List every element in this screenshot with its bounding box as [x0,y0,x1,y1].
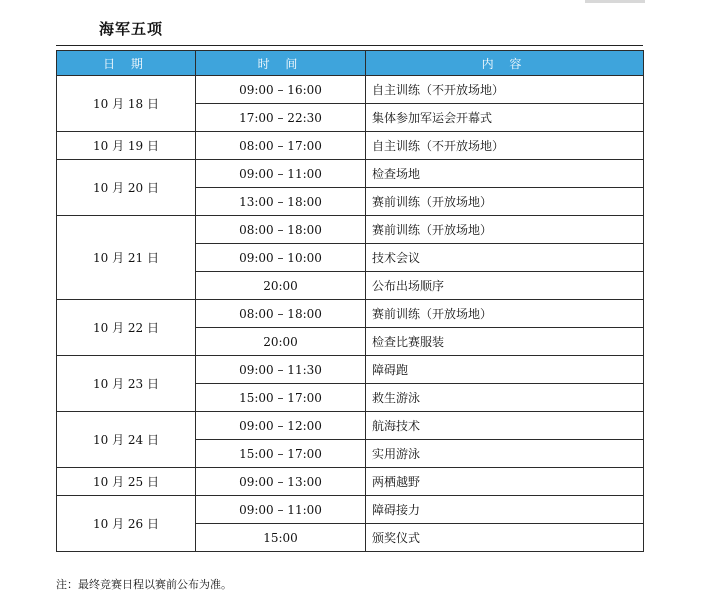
date-cell: 10 月 25 日 [57,468,196,496]
table-row [57,216,644,244]
column-header-content: 内 容 [366,51,644,76]
footnote: 注：最终竞赛日程以赛前公布为准。 [56,578,232,591]
time-cell: 09:00 – 11:00 [196,160,366,188]
time-cell: 17:00 – 22:30 [196,104,366,132]
date-cell: 10 月 23 日 [57,356,196,412]
date-cell: 10 月 22 日 [57,300,196,356]
content-cell: 公布出场顺序 [366,272,644,300]
table-row [57,76,644,104]
date-cell: 10 月 26 日 [57,496,196,552]
content-cell: 集体参加军运会开幕式 [366,104,644,132]
table-header-row [57,51,644,76]
time-cell: 09:00 – 11:00 [196,496,366,524]
content-cell: 检查比赛服装 [366,328,644,356]
table-row [57,300,644,328]
content-cell: 自主训练（不开放场地） [366,132,644,160]
title-divider [56,45,643,46]
table-row [57,496,644,524]
content-cell: 障碍跑 [366,356,644,384]
content-cell: 自主训练（不开放场地） [366,76,644,104]
time-cell: 09:00 – 16:00 [196,76,366,104]
time-cell: 09:00 – 11:30 [196,356,366,384]
corner-watermark [585,0,645,3]
table-row [57,356,644,384]
column-header-date: 日 期 [57,51,196,76]
content-cell: 赛前训练（开放场地） [366,188,644,216]
time-cell: 15:00 – 17:00 [196,440,366,468]
content-cell: 救生游泳 [366,384,644,412]
content-cell: 颁奖仪式 [366,524,644,552]
time-cell: 15:00 [196,524,366,552]
time-cell: 08:00 – 18:00 [196,216,366,244]
column-header-time: 时 间 [196,51,366,76]
time-cell: 20:00 [196,272,366,300]
time-cell: 13:00 – 18:00 [196,188,366,216]
time-cell: 09:00 – 10:00 [196,244,366,272]
content-cell: 赛前训练（开放场地） [366,300,644,328]
time-cell: 08:00 – 17:00 [196,132,366,160]
table-row [57,468,644,496]
content-cell: 技术会议 [366,244,644,272]
time-cell: 08:00 – 18:00 [196,300,366,328]
content-cell: 实用游泳 [366,440,644,468]
page-title: 海军五项 [99,20,164,38]
date-cell: 10 月 20 日 [57,160,196,216]
time-cell: 09:00 – 13:00 [196,468,366,496]
table-row [57,132,644,160]
time-cell: 09:00 – 12:00 [196,412,366,440]
content-cell: 障碍接力 [366,496,644,524]
content-cell: 航海技术 [366,412,644,440]
table-row [57,412,644,440]
date-cell: 10 月 21 日 [57,216,196,300]
content-cell: 赛前训练（开放场地） [366,216,644,244]
content-cell: 两栖越野 [366,468,644,496]
time-cell: 15:00 – 17:00 [196,384,366,412]
time-cell: 20:00 [196,328,366,356]
content-cell: 检查场地 [366,160,644,188]
date-cell: 10 月 24 日 [57,412,196,468]
date-cell: 10 月 19 日 [57,132,196,160]
schedule-table [56,50,644,552]
table-row [57,160,644,188]
date-cell: 10 月 18 日 [57,76,196,132]
